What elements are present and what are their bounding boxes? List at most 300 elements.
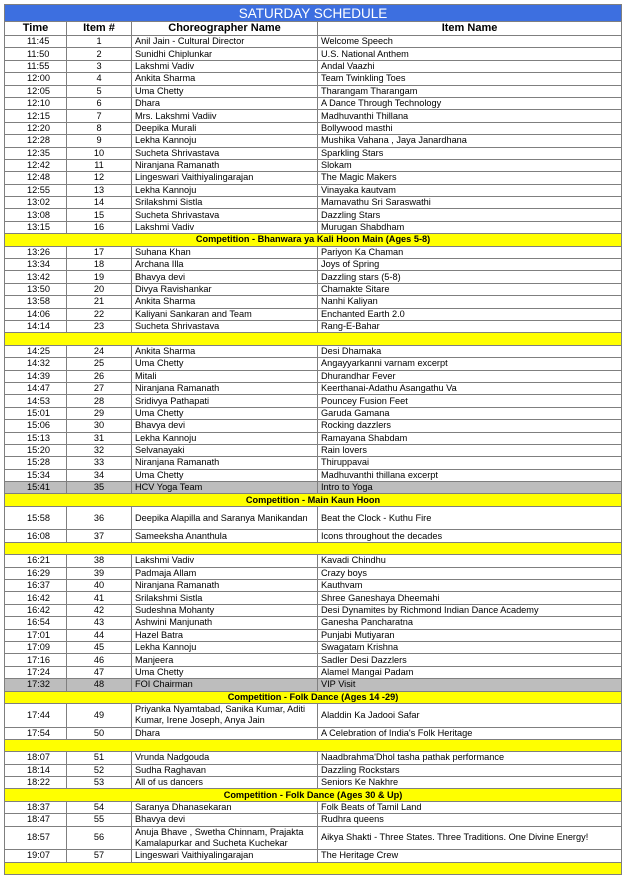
time-cell: 15:58	[5, 506, 67, 530]
choreographer-cell: Srilakshmi Sistla	[132, 197, 318, 209]
time-cell: 14:53	[5, 395, 67, 407]
item-number-cell: 56	[67, 826, 132, 850]
choreographer-cell: Sridivya Pathapati	[132, 395, 318, 407]
item-name-cell: Garuda Gamana	[318, 407, 622, 419]
spacer-cell	[5, 542, 622, 554]
item-name-cell: Dazzling stars (5-8)	[318, 271, 622, 283]
choreographer-cell: Bhavya devi	[132, 271, 318, 283]
time-cell: 12:35	[5, 147, 67, 159]
table-row	[5, 444, 622, 456]
table-row	[5, 432, 622, 444]
item-name-cell: Thiruppavai	[318, 457, 622, 469]
item-number-cell: 33	[67, 457, 132, 469]
time-cell: 18:47	[5, 814, 67, 826]
time-cell: 17:16	[5, 654, 67, 666]
time-cell: 12:05	[5, 85, 67, 97]
choreographer-cell: Sudha Raghavan	[132, 764, 318, 776]
item-number-cell: 49	[67, 703, 132, 727]
item-name-cell: Rudhra queens	[318, 814, 622, 826]
item-number-cell: 15	[67, 209, 132, 221]
choreographer-cell: Anil Jain - Cultural Director	[132, 36, 318, 48]
item-name-cell: Ramayana Shabdam	[318, 432, 622, 444]
item-name-cell: U.S. National Anthem	[318, 48, 622, 60]
item-number-cell: 29	[67, 407, 132, 419]
item-name-cell: Seniors Ke Nakhre	[318, 777, 622, 789]
competition-row	[5, 234, 622, 246]
time-header: Time	[5, 22, 67, 36]
table-row	[5, 604, 622, 616]
time-cell: 12:48	[5, 172, 67, 184]
item-name-cell: Desi Dynamites by Richmond Indian Dance Academy	[318, 604, 622, 616]
item-number-cell: 44	[67, 629, 132, 641]
table-row	[5, 172, 622, 184]
choreographer-cell: Dhara	[132, 727, 318, 739]
header-row	[5, 22, 622, 36]
choreographer-cell: Uma Chetty	[132, 85, 318, 97]
choreographer-cell: Uma Chetty	[132, 666, 318, 678]
time-cell: 18:37	[5, 801, 67, 813]
table-row	[5, 420, 622, 432]
table-row	[5, 122, 622, 134]
item-number-cell: 2	[67, 48, 132, 60]
item-number-cell: 20	[67, 283, 132, 295]
item-name-cell: Bollywood masthi	[318, 122, 622, 134]
item-number-cell: 1	[67, 36, 132, 48]
time-cell: 17:54	[5, 727, 67, 739]
table-row	[5, 345, 622, 357]
item-name-cell: Aladdin Ka Jadooi Safar	[318, 703, 622, 727]
competition-row	[5, 494, 622, 506]
item-name-cell: The Heritage Crew	[318, 850, 622, 862]
item-number-cell: 4	[67, 73, 132, 85]
table-row	[5, 654, 622, 666]
time-cell: 16:42	[5, 592, 67, 604]
spacer-cell	[5, 333, 622, 345]
table-row	[5, 246, 622, 258]
competition-label: Competition - Main Kaun Hoon	[5, 494, 622, 506]
choreographer-cell: Uma Chetty	[132, 358, 318, 370]
item-name-cell: A Dance Through Technology	[318, 97, 622, 109]
item-name-cell: VIP Visit	[318, 679, 622, 691]
time-cell: 13:42	[5, 271, 67, 283]
sheet-title: SATURDAY SCHEDULE	[5, 5, 622, 22]
item-number-cell: 6	[67, 97, 132, 109]
time-cell: 12:55	[5, 184, 67, 196]
item-number-cell: 34	[67, 469, 132, 481]
item-name-cell: Keerthanai-Adathu Asangathu Va	[318, 382, 622, 394]
time-cell: 17:44	[5, 703, 67, 727]
table-row	[5, 382, 622, 394]
item-number-cell: 45	[67, 641, 132, 653]
item-name-cell: Dhurandhar Fever	[318, 370, 622, 382]
item-number-cell: 7	[67, 110, 132, 122]
table-row	[5, 60, 622, 72]
time-cell: 13:58	[5, 296, 67, 308]
item-number-cell: 17	[67, 246, 132, 258]
item-name-cell: Pariyon Ka Chaman	[318, 246, 622, 258]
choreographer-cell: FOI Chairman	[132, 679, 318, 691]
item-number-cell: 43	[67, 617, 132, 629]
choreographer-cell: HCV Yoga Team	[132, 482, 318, 494]
time-cell: 15:41	[5, 482, 67, 494]
item-number-cell: 42	[67, 604, 132, 616]
choreographer-cell: Dhara	[132, 97, 318, 109]
time-cell: 18:57	[5, 826, 67, 850]
item-name-cell: Enchanted Earth 2.0	[318, 308, 622, 320]
choreographer-cell: Manjeera	[132, 654, 318, 666]
spacer-row	[5, 862, 622, 874]
choreographer-cell: Niranjana Ramanath	[132, 159, 318, 171]
item-name-cell: Slokam	[318, 159, 622, 171]
choreographer-cell: Lakshmi Vadiv	[132, 221, 318, 233]
choreographer-cell: Sucheta Shrivastava	[132, 209, 318, 221]
time-cell: 12:28	[5, 135, 67, 147]
item-name-cell: Alamel Mangai Padam	[318, 666, 622, 678]
item-number-cell: 21	[67, 296, 132, 308]
time-cell: 17:32	[5, 679, 67, 691]
item-name-cell: Beat the Clock - Kuthu Fire	[318, 506, 622, 530]
table-row	[5, 629, 622, 641]
item-number-cell: 52	[67, 764, 132, 776]
item-name-cell: Vinayaka kautvam	[318, 184, 622, 196]
item-number-cell: 36	[67, 506, 132, 530]
item-number-cell: 23	[67, 320, 132, 332]
item-name-cell: Madhuvanthi Thillana	[318, 110, 622, 122]
time-cell: 17:01	[5, 629, 67, 641]
competition-label: Competition - Bhanwara ya Kali Hoon Main (Ages 5-8)	[5, 234, 622, 246]
time-cell: 16:29	[5, 567, 67, 579]
item-name-cell: Desi Dhamaka	[318, 345, 622, 357]
item-name-cell: Rang-E-Bahar	[318, 320, 622, 332]
time-cell: 12:42	[5, 159, 67, 171]
choreographer-cell: Lingeswari Vaithiyalingarajan	[132, 172, 318, 184]
time-cell: 12:10	[5, 97, 67, 109]
table-row	[5, 506, 622, 530]
item-number-header: Item #	[67, 22, 132, 36]
table-row	[5, 407, 622, 419]
item-name-cell: Intro to Yoga	[318, 482, 622, 494]
choreographer-cell: Sunidhi Chiplunkar	[132, 48, 318, 60]
table-row	[5, 147, 622, 159]
choreographer-cell: All of us dancers	[132, 777, 318, 789]
choreographer-cell: Divya Ravishankar	[132, 283, 318, 295]
time-cell: 18:14	[5, 764, 67, 776]
table-row	[5, 801, 622, 813]
item-number-cell: 12	[67, 172, 132, 184]
item-number-cell: 55	[67, 814, 132, 826]
table-row	[5, 296, 622, 308]
item-name-cell: Tharangam Tharangam	[318, 85, 622, 97]
time-cell: 17:24	[5, 666, 67, 678]
item-name-cell: Team Twinkling Toes	[318, 73, 622, 85]
table-row	[5, 555, 622, 567]
item-name-cell: Rocking dazzlers	[318, 420, 622, 432]
item-name-cell: Joys of Spring	[318, 259, 622, 271]
item-name-cell: Aikya Shakti - Three States. Three Traditions. One Divine Energy!	[318, 826, 622, 850]
item-number-cell: 22	[67, 308, 132, 320]
choreographer-cell: Sudeshna Mohanty	[132, 604, 318, 616]
table-row	[5, 73, 622, 85]
time-cell: 16:21	[5, 555, 67, 567]
item-number-cell: 31	[67, 432, 132, 444]
table-row	[5, 469, 622, 481]
item-number-cell: 35	[67, 482, 132, 494]
table-row	[5, 777, 622, 789]
time-cell: 12:15	[5, 110, 67, 122]
time-cell: 14:14	[5, 320, 67, 332]
table-row	[5, 826, 622, 850]
item-name-cell: Ganesha Pancharatna	[318, 617, 622, 629]
table-row	[5, 395, 622, 407]
choreographer-cell: Niranjana Ramanath	[132, 580, 318, 592]
table-row	[5, 320, 622, 332]
time-cell: 17:09	[5, 641, 67, 653]
choreographer-cell: Sucheta Shrivastava	[132, 320, 318, 332]
item-number-cell: 25	[67, 358, 132, 370]
item-name-cell: A Celebration of India's Folk Heritage	[318, 727, 622, 739]
item-name-cell: Madhuvanthi thillana excerpt	[318, 469, 622, 481]
choreographer-cell: Mitali	[132, 370, 318, 382]
table-row	[5, 197, 622, 209]
table-row	[5, 259, 622, 271]
table-row	[5, 457, 622, 469]
item-number-cell: 38	[67, 555, 132, 567]
item-number-cell: 10	[67, 147, 132, 159]
item-name-cell: Mushika Vahana , Jaya Janardhana	[318, 135, 622, 147]
table-row	[5, 814, 622, 826]
item-number-cell: 27	[67, 382, 132, 394]
item-number-cell: 47	[67, 666, 132, 678]
choreographer-cell: Vrunda Nadgouda	[132, 752, 318, 764]
table-row	[5, 752, 622, 764]
item-name-cell: Crazy boys	[318, 567, 622, 579]
time-cell: 15:28	[5, 457, 67, 469]
time-cell: 18:07	[5, 752, 67, 764]
item-number-cell: 51	[67, 752, 132, 764]
choreographer-cell: Lekha Kannoju	[132, 184, 318, 196]
choreographer-cell: Lingeswari Vaithiyalingarajan	[132, 850, 318, 862]
time-cell: 11:45	[5, 36, 67, 48]
time-cell: 12:00	[5, 73, 67, 85]
table-row	[5, 482, 622, 494]
table-row	[5, 85, 622, 97]
table-row	[5, 184, 622, 196]
item-number-cell: 48	[67, 679, 132, 691]
choreographer-cell: Padmaja Allam	[132, 567, 318, 579]
time-cell: 14:32	[5, 358, 67, 370]
time-cell: 13:02	[5, 197, 67, 209]
item-number-cell: 50	[67, 727, 132, 739]
time-cell: 16:42	[5, 604, 67, 616]
table-row	[5, 36, 622, 48]
item-name-cell: Punjabi Mutiyaran	[318, 629, 622, 641]
item-name-cell: Chamakte Sitare	[318, 283, 622, 295]
spacer-row	[5, 542, 622, 554]
table-row	[5, 580, 622, 592]
item-name-cell: Swagatam Krishna	[318, 641, 622, 653]
time-cell: 15:13	[5, 432, 67, 444]
time-cell: 11:50	[5, 48, 67, 60]
item-number-cell: 18	[67, 259, 132, 271]
spacer-cell	[5, 862, 622, 874]
title-row	[5, 5, 622, 22]
table-row	[5, 110, 622, 122]
time-cell: 15:20	[5, 444, 67, 456]
spacer-row	[5, 333, 622, 345]
choreographer-cell: Bhavya devi	[132, 420, 318, 432]
item-number-cell: 30	[67, 420, 132, 432]
spacer-cell	[5, 739, 622, 751]
schedule-table	[4, 4, 622, 875]
item-name-cell: Nanhi Kaliyan	[318, 296, 622, 308]
table-row	[5, 209, 622, 221]
choreographer-cell: Ankita Sharma	[132, 296, 318, 308]
item-number-cell: 24	[67, 345, 132, 357]
choreographer-cell: Archana Illa	[132, 259, 318, 271]
item-name-cell: Andal Vaazhi	[318, 60, 622, 72]
choreographer-cell: Lakshmi Vadiv	[132, 60, 318, 72]
item-number-cell: 46	[67, 654, 132, 666]
time-cell: 14:06	[5, 308, 67, 320]
time-cell: 12:20	[5, 122, 67, 134]
time-cell: 14:47	[5, 382, 67, 394]
table-row	[5, 283, 622, 295]
table-row	[5, 135, 622, 147]
time-cell: 18:22	[5, 777, 67, 789]
choreographer-cell: Saranya Dhanasekaran	[132, 801, 318, 813]
table-row	[5, 703, 622, 727]
item-name-cell: Icons throughout the decades	[318, 530, 622, 542]
schedule-body	[5, 5, 622, 875]
time-cell: 16:54	[5, 617, 67, 629]
choreographer-cell: Srilakshmi Sistla	[132, 592, 318, 604]
item-name-cell: Mamavathu Sri Saraswathi	[318, 197, 622, 209]
choreographer-cell: Anuja Bhave , Swetha Chinnam, Prajakta Kamalapurkar and Sucheta Kuchekar	[132, 826, 318, 850]
choreographer-cell: Uma Chetty	[132, 407, 318, 419]
table-row	[5, 308, 622, 320]
time-cell: 14:39	[5, 370, 67, 382]
time-cell: 11:55	[5, 60, 67, 72]
item-number-cell: 41	[67, 592, 132, 604]
table-row	[5, 97, 622, 109]
table-row	[5, 567, 622, 579]
choreographer-cell: Lekha Kannoju	[132, 641, 318, 653]
table-row	[5, 727, 622, 739]
table-row	[5, 764, 622, 776]
time-cell: 13:08	[5, 209, 67, 221]
item-name-cell: Dazzling Stars	[318, 209, 622, 221]
table-row	[5, 666, 622, 678]
choreographer-cell: Mrs. Lakshmi Vadiiv	[132, 110, 318, 122]
choreographer-cell: Sameeksha Ananthula	[132, 530, 318, 542]
table-row	[5, 530, 622, 542]
item-number-cell: 11	[67, 159, 132, 171]
item-name-cell: Kavadi Chindhu	[318, 555, 622, 567]
item-number-cell: 57	[67, 850, 132, 862]
time-cell: 13:26	[5, 246, 67, 258]
competition-label: Competition - Folk Dance (Ages 14 -29)	[5, 691, 622, 703]
choreographer-cell: Bhavya devi	[132, 814, 318, 826]
choreographer-cell: Niranjana Ramanath	[132, 382, 318, 394]
choreographer-cell: Ashwini Manjunath	[132, 617, 318, 629]
time-cell: 16:08	[5, 530, 67, 542]
item-name-cell: Welcome Speech	[318, 36, 622, 48]
item-name-cell: Dazzling Rockstars	[318, 764, 622, 776]
item-name-cell: Naadbrahma'Dhol tasha pathak performance	[318, 752, 622, 764]
time-cell: 15:06	[5, 420, 67, 432]
item-name-cell: Angayyarkanni varnam excerpt	[318, 358, 622, 370]
item-name-cell: Murugan Shabdham	[318, 221, 622, 233]
item-number-cell: 28	[67, 395, 132, 407]
table-row	[5, 221, 622, 233]
time-cell: 14:25	[5, 345, 67, 357]
table-row	[5, 159, 622, 171]
time-cell: 15:34	[5, 469, 67, 481]
item-number-cell: 3	[67, 60, 132, 72]
choreographer-cell: Selvanayaki	[132, 444, 318, 456]
table-row	[5, 850, 622, 862]
item-number-cell: 37	[67, 530, 132, 542]
item-number-cell: 14	[67, 197, 132, 209]
table-row	[5, 370, 622, 382]
item-name-cell: Sparkling Stars	[318, 147, 622, 159]
table-row	[5, 271, 622, 283]
item-number-cell: 19	[67, 271, 132, 283]
item-number-cell: 8	[67, 122, 132, 134]
time-cell: 13:50	[5, 283, 67, 295]
item-name-cell: The Magic Makers	[318, 172, 622, 184]
choreographer-cell: Hazel Batra	[132, 629, 318, 641]
choreographer-cell: Niranjana Ramanath	[132, 457, 318, 469]
choreographer-header: Choreographer Name	[132, 22, 318, 36]
choreographer-cell: Deepika Alapilla and Saranya Manikandan	[132, 506, 318, 530]
time-cell: 13:15	[5, 221, 67, 233]
item-name-cell: Pouncey Fusion Feet	[318, 395, 622, 407]
choreographer-cell: Lekha Kannoju	[132, 135, 318, 147]
table-row	[5, 358, 622, 370]
competition-label: Competition - Folk Dance (Ages 30 & Up)	[5, 789, 622, 801]
choreographer-cell: Deepika Murali	[132, 122, 318, 134]
time-cell: 15:01	[5, 407, 67, 419]
choreographer-cell: Suhana Khan	[132, 246, 318, 258]
item-number-cell: 26	[67, 370, 132, 382]
item-name-cell: Kauthvam	[318, 580, 622, 592]
item-name-cell: Folk Beats of Tamil Land	[318, 801, 622, 813]
item-number-cell: 9	[67, 135, 132, 147]
table-row	[5, 617, 622, 629]
choreographer-cell: Lekha Kannoju	[132, 432, 318, 444]
time-cell: 19:07	[5, 850, 67, 862]
competition-row	[5, 789, 622, 801]
table-row	[5, 592, 622, 604]
choreographer-cell: Lakshmi Vadiv	[132, 555, 318, 567]
item-name-header: Item Name	[318, 22, 622, 36]
item-number-cell: 32	[67, 444, 132, 456]
item-number-cell: 53	[67, 777, 132, 789]
item-number-cell: 40	[67, 580, 132, 592]
time-cell: 13:34	[5, 259, 67, 271]
item-number-cell: 54	[67, 801, 132, 813]
item-name-cell: Shree Ganeshaya Dheemahi	[318, 592, 622, 604]
item-number-cell: 39	[67, 567, 132, 579]
time-cell: 16:37	[5, 580, 67, 592]
spacer-row	[5, 739, 622, 751]
choreographer-cell: Sucheta Shrivastava	[132, 147, 318, 159]
item-name-cell: Rain lovers	[318, 444, 622, 456]
choreographer-cell: Ankita Sharma	[132, 345, 318, 357]
choreographer-cell: Uma Chetty	[132, 469, 318, 481]
competition-row	[5, 691, 622, 703]
